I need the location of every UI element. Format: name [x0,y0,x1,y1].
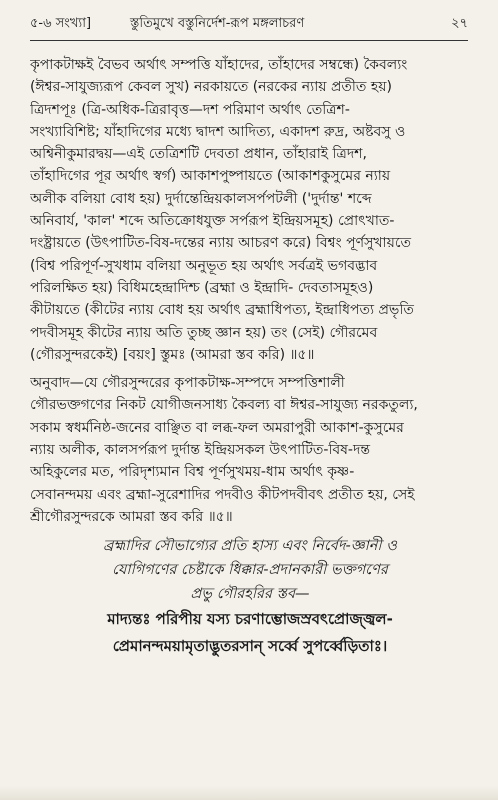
commentary-line: অনিবার্য, 'কাল' শব্দে অতিক্রোধযুক্ত সর্পরূপ ইন্দ্রিয়সমূহ) প্রোৎখাত- [30,213,395,230]
page-body [30,54,470,660]
translation-line: ন্যায় অলীক, কালসর্পরূপ দুর্দান্ত ইন্দ্রিয়সকল উৎপাটিত-বিষ-দন্ত [30,442,370,459]
translation-line: গৌরভক্তগণের নিকট যোগীজনসাধ্য কৈবল্য বা ঈশ্বর-সাযুজ্য নরকতুল্য, [30,397,418,414]
commentary-line: পদবীসমূহ কীটের ন্যায় অতি তুচ্ছ জ্ঞান হয়) তং (সেই) গৌরমেব [30,324,378,341]
translation-line: অহিকুলের মত, পরিদৃশ্যমান বিশ্ব পূর্ণসুখময়-ধাম অর্থাৎ কৃষ্ণ- [30,464,355,481]
commentary-line: (গৌরসুন্দরকেই) [বয়ং] স্তুমঃ (আমরা স্তব করি) ॥৫॥ [30,346,315,363]
translation-line: শ্রীগৌরসুন্দরকে আমরা স্তব করি ॥৫॥ [30,508,233,525]
verse-line: মাদ্যন্তঃ পরিপীয় যস্য চরণাম্ভোজস্রবৎপ্রোজ্জ্বল- [107,610,393,629]
translation-line: সকাম স্বধর্মনিষ্ঠ-জনের বাঞ্ছিত বা লব্ধ-ফল অমরাপুরী আকাশ-কুসুমের [30,419,404,436]
commentary-line: অশ্বিনীকুমারদ্বয়—এই তেত্রিশটি দেবতা প্রধান, তাঁহারাই ত্রিদশ, [30,146,367,163]
commentary-line: সংখ্যাবিশিষ্ট; যাঁহাদিগের মধ্যে দ্বাদশ আদিত্য, একাদশ রুদ্র, অষ্টবসু ও [30,123,406,140]
subheading-line: ব্রহ্মাদির সৌভাগ্যের প্রতি হাস্য এবং নির্বেদ-জ্ঞানী ও [103,538,397,555]
commentary-line: পরিলক্ষিত হয়) বিধিমহেন্দ্রাদিশ্চ (ব্রহ্মা ও ইন্দ্রাদি- দেবতাসমূহও) [30,279,374,296]
translation-line: অনুবাদ—যে গৌরসুন্দরের কৃপাকটাক্ষ-সম্পদে সম্পত্তিশালী [30,375,345,392]
commentary-line: কৃপাকটাক্ষই বৈভব অর্থাৎ সম্পত্তি যাঁহাদের, তাঁহাদের সম্বন্ধে) কৈবল্যং [30,57,408,73]
translation-paragraph [30,372,470,528]
commentary-line: কীটায়তে (কীটের ন্যায় বোধ হয় অর্থাৎ ব্রহ্মাধিপত্য, ইন্দ্রাধিপত্য প্রভৃতি [30,302,414,319]
verse-subheading [30,534,470,606]
commentary-line: তাঁহাদিগের পূর অর্থাৎ স্বর্গ) আকাশপুষ্পায়তে (আকাশকুসুমের ন্যায় [30,168,391,185]
running-header [30,10,468,38]
subheading-line: প্রভু গৌরহরির স্তব— [190,586,310,603]
chapter-title: স্তুতিমুখে বস্তুনির্দেশ-রূপ মঙ্গলাচরণ [130,16,305,31]
header-rule [30,40,468,41]
issue-number: ৫-৬ সংখ্যা] [30,16,92,31]
sanskrit-verse [30,606,470,660]
commentary-line: ত্রিদশপূঃ (ত্রি-অধিক-ত্রিরাবৃত্ত—দশ পরিমাণ অর্থাৎ তেত্রিশ- [30,101,350,118]
page-number: ২৭ [451,16,468,31]
translation-line: সেবানন্দময় এবং ব্রহ্মা-সুরেশাদির পদবীও কীটপদবীবৎ প্রতীত হয়, সেই [30,486,415,503]
subheading-line: যোগিগণের চেষ্টাকে ধিক্কার-প্রদানকারী ভক্তগণের [112,562,388,579]
commentary-line: (বিশ্ব পরিপূর্ণ-সুখধাম বলিয়া অনুভূত হয় অর্থাৎ সর্বত্রই ভগবদ্ভাব [30,257,378,274]
verse-line: প্রেমানন্দময়ামৃতাদ্ভুতরসান্ সর্ব্বে সুপর্ব্বেড়িতাঃ। [112,637,388,656]
commentary-line: (ঈশ্বর-সাযুজ্যরূপ কেবল সুখ) নরকায়তে (নরকের ন্যায় প্রতীত হয়) [30,79,392,96]
page-bottom-edge [0,786,498,800]
commentary-paragraph [30,54,470,366]
commentary-line: অলীক বলিয়া বোধ হয়) দুর্দান্তেন্দ্রিয়কালসর্পপটলী ('দুর্দান্ত' শব্দে [30,190,372,207]
commentary-line: দংষ্ট্রায়তে (উৎপাটিত-বিষ-দন্তের ন্যায় আচরণ করে) বিশ্বং পূর্ণসুখায়তে [30,235,411,252]
